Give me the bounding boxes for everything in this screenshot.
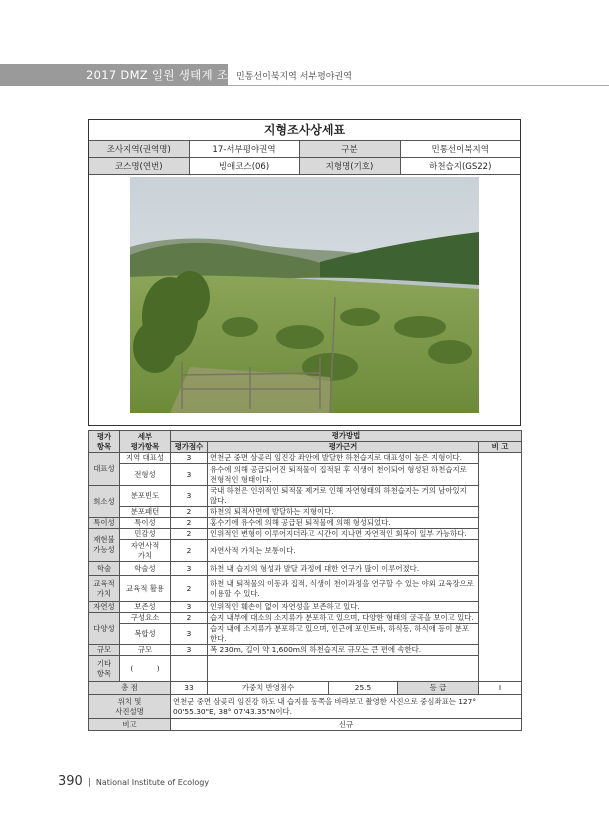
basis-text: 홍수기에 유수에 의해 공급된 퇴적물에 의해 형성되었다. <box>208 518 479 529</box>
detail-label: 전형성 <box>120 464 171 486</box>
score-value: 3 <box>171 464 208 486</box>
score-value: 2 <box>171 613 208 624</box>
location-description: 연천군 중면 삼곶리 임진강 하도 내 습지를 동쪽을 바라보고 촬영한 사진으로 중심좌표는 127° 00'55.30"E, 38° 07'43.35"N이다. <box>171 695 522 719</box>
group-rarity: 희소성 <box>89 486 120 518</box>
col-score: 평가점수 <box>171 442 208 453</box>
detail-label: 지역 대표성 <box>120 453 171 464</box>
header-rule <box>228 85 609 86</box>
page-number: 390 <box>58 774 83 789</box>
grade-label: 등 급 <box>398 682 478 694</box>
basis-text: 습지 내부에 대소의 소지류가 분포하고 있으며, 다양한 형태의 굴곡을 보이고 있다. <box>208 613 479 624</box>
sheet-title: 지형조사상세표 <box>89 120 520 141</box>
group-education: 교육적 가치 <box>89 576 120 602</box>
course-value: 빙애코스(06) <box>189 158 299 175</box>
score-value: 3 <box>171 602 208 613</box>
basis-text: 연천군 중면 삼곶리 임진강 좌안에 발달한 하천습지로 대표성이 높은 지형이다. <box>208 453 479 464</box>
detail-label: 민감성 <box>120 529 171 540</box>
detail-label: 보존성 <box>120 602 171 613</box>
basis-text: 자연사적 가치는 보통이다. <box>208 540 479 562</box>
score-value: 2 <box>171 576 208 602</box>
page-header <box>0 64 609 86</box>
col-method: 평가방법 <box>171 431 522 442</box>
score-value: 2 <box>171 518 208 529</box>
score-value: 3 <box>171 453 208 464</box>
group-peculiarity: 특이성 <box>89 518 120 529</box>
report-title: 2017 DMZ 일원 생태계 조사 <box>86 68 240 82</box>
col-detail: 세부 평가항목 <box>120 431 171 453</box>
total-value: 33 <box>171 682 208 695</box>
division-value: 민통선이북지역 <box>400 141 520 158</box>
score-value: 3 <box>171 645 208 656</box>
remark-cell <box>479 453 522 682</box>
score-value: 2 <box>171 507 208 518</box>
basis-text: 습지 내에 소지류가 분포하고 있으며, 인근에 포인트바, 하식동, 하식애 등이 분포한다. <box>208 624 479 645</box>
detail-label: 특이성 <box>120 518 171 529</box>
detail-label: ( ) <box>120 656 171 682</box>
detail-label: 규모 <box>120 645 171 656</box>
remark-label: 비고 <box>89 719 171 731</box>
score-value: 2 <box>171 529 208 540</box>
detail-label: 분포빈도 <box>120 486 171 507</box>
evaluation-table <box>88 430 522 731</box>
total-label: 총 점 <box>89 682 171 695</box>
group-scale: 규모 <box>89 645 120 656</box>
basis-text <box>208 656 479 682</box>
detail-label: 복합성 <box>120 624 171 645</box>
location-label: 위치 및 사진설명 <box>89 695 171 719</box>
col-item: 평가 항목 <box>89 431 120 453</box>
remark-value: 신규 <box>171 719 522 731</box>
score-value: 3 <box>171 486 208 507</box>
division-label: 구분 <box>299 141 400 158</box>
group-naturalness: 자연성 <box>89 602 120 613</box>
group-other: 기타 항목 <box>89 656 120 682</box>
site-photo <box>130 177 479 413</box>
landscape-photo-icon <box>130 177 479 413</box>
group-irreproducibility: 재현불 가능성 <box>89 529 120 562</box>
footer-org: National Institute of Ecology <box>95 778 210 787</box>
header-band <box>0 64 240 86</box>
col-basis: 평가근거 <box>208 442 479 453</box>
score-value: 3 <box>171 624 208 645</box>
weighted-value: 25.5 <box>329 682 398 694</box>
page-footer <box>58 770 209 789</box>
course-label: 코스명(연번) <box>89 158 189 175</box>
basis-text: 폭 230m, 길이 약 1,600m의 하천습지로 규모는 큰 편에 속한다. <box>208 645 479 656</box>
report-subtitle: 민통선이북지역 서부평야권역 <box>236 72 352 82</box>
landform-value: 하천습지(GS22) <box>400 158 520 175</box>
grade-value: I <box>479 682 522 695</box>
score-value <box>171 656 208 682</box>
basis-text: 국내 하천은 인위적인 퇴적물 제거로 인해 자연형태의 하천습지는 거의 남아있지 않다. <box>208 486 479 507</box>
footer-separator: | <box>87 778 91 788</box>
group-academic: 학술 <box>89 562 120 576</box>
weighted-label: 가중치 반영점수 <box>208 682 329 694</box>
col-remark: 비 고 <box>479 442 522 453</box>
landform-label: 지형명(기호) <box>299 158 400 175</box>
basis-text: 인위적인 변형이 이루어지더라고 시간이 지나면 자연적인 회복이 일부 가능하다. <box>208 529 479 540</box>
basis-text: 하천의 퇴적사면에 발달하는 지형이다. <box>208 507 479 518</box>
survey-area-value: 17-서부평야권역 <box>189 141 299 158</box>
group-diversity: 다양성 <box>89 613 120 645</box>
basis-text: 하천 내 습지의 형성과 발달 과정에 대한 연구가 많이 이루어졌다. <box>208 562 479 576</box>
survey-info-table <box>89 140 520 175</box>
group-representativeness: 대표성 <box>89 453 120 486</box>
detail-label: 학술성 <box>120 562 171 576</box>
basis-text: 유수에 의해 공급되어진 퇴적물이 집적된 후 식생이 천이되어 형성된 하천습지로 전형적인 형태이다. <box>208 464 479 486</box>
detail-label: 자연사적 가치 <box>120 540 171 562</box>
detail-label: 교육적 활용 <box>120 576 171 602</box>
detail-label: 구성요소 <box>120 613 171 624</box>
basis-text: 인위적인 훼손이 없이 자연성을 보존하고 있다. <box>208 602 479 613</box>
basis-text: 하천 내 퇴적물의 이동과 집적, 식생이 천이과정을 연구할 수 있는 야외 교육장으로 이용할 수 있다. <box>208 576 479 602</box>
detail-label: 분포패턴 <box>120 507 171 518</box>
survey-area-label: 조사지역(권역명) <box>89 141 189 158</box>
score-value: 3 <box>171 562 208 576</box>
score-value: 2 <box>171 540 208 562</box>
